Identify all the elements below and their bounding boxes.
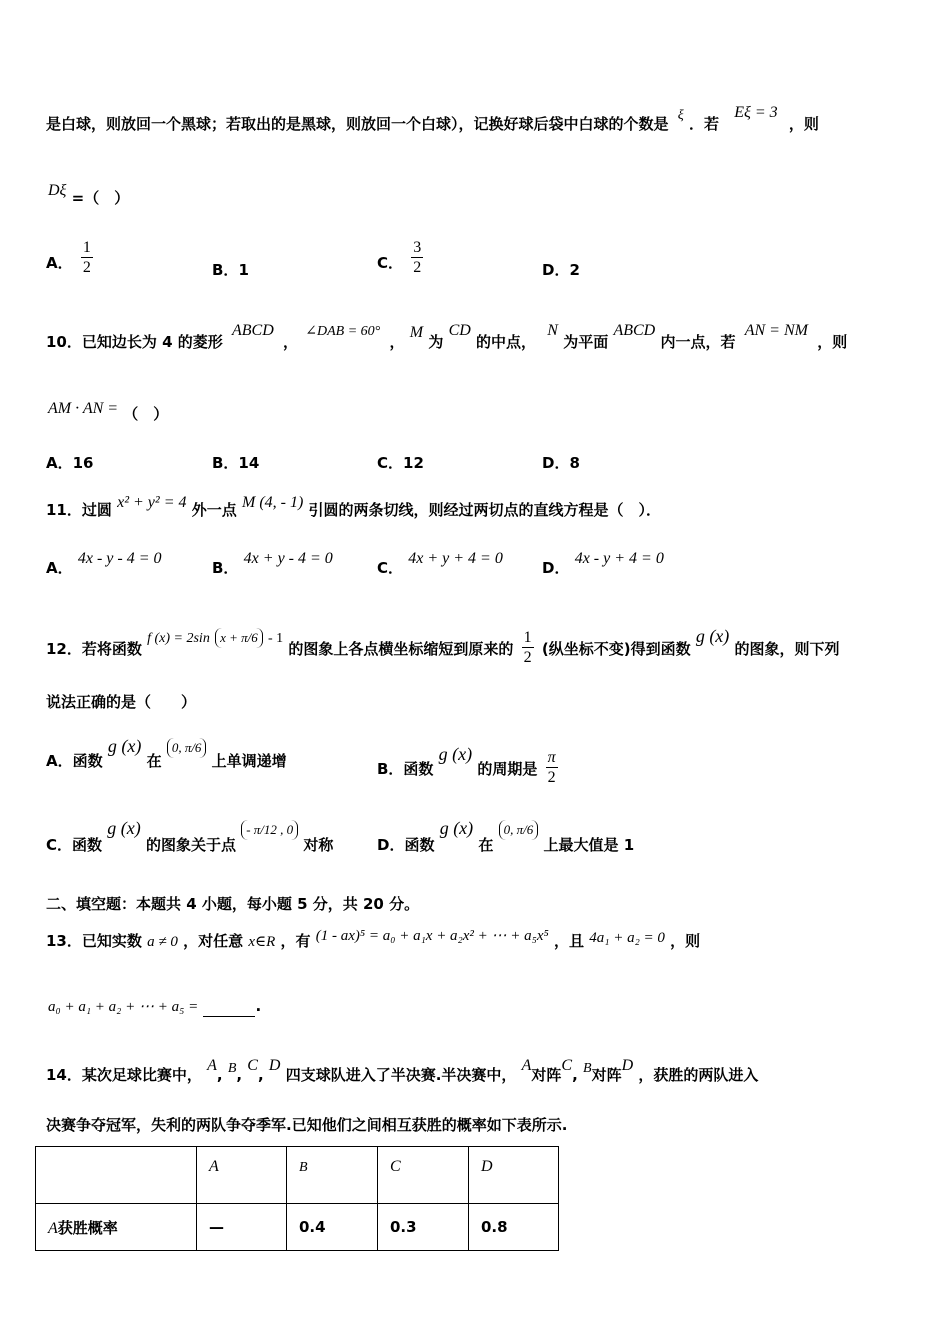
q12-option-a: A．函数 g (x) 在 0, π/6 上单调递增	[46, 736, 287, 770]
q9-eq: =（ ）	[71, 189, 130, 207]
table-cell: 0.8	[469, 1204, 559, 1251]
q12-function: f (x) = 2sin	[147, 631, 210, 646]
table-cell: 0.4	[287, 1204, 378, 1251]
probability-table	[35, 1146, 559, 1251]
table-row	[36, 1204, 559, 1251]
q13-answer-blank[interactable]	[203, 1000, 255, 1017]
q11-option-c: C． 4x + y + 4 = 0	[377, 550, 503, 577]
q9-option-d: D．2	[542, 261, 580, 279]
q12-option-d: D．函数 g (x) 在 0, π/6 上最大值是 1	[377, 818, 635, 854]
q11-option-d: D． 4x - y + 4 = 0	[542, 550, 664, 577]
q14-line2: 决赛争夺冠军，失利的两队争夺季军.已知他们之间相互获胜的概率如下表所示.	[46, 1116, 568, 1134]
q13-expansion: (1 - ax)⁵ = a₀ + a₁x + a₂x² + ⋯ + a₅x⁵	[315, 928, 549, 944]
q12-c-point: - π/12 , 0	[241, 820, 298, 840]
q13-line1: 13．已知实数 a ≠ 0 ，对任意 x∈R ，有 (1 - ax)⁵ = a₀ + a₁x + a₂x² + ⋯ + a₅x⁵ ，且 4a₁ + a₂ = 0 ，则	[46, 928, 701, 950]
q10-option-d: D．8	[542, 454, 580, 472]
q11-circle: x² + y² = 4	[117, 494, 187, 511]
q10-expression: AM · AN =	[48, 400, 119, 417]
q12-option-c: C．函数 g (x) 的图象关于点 - π/12 , 0 对称	[46, 818, 334, 854]
q9-xi: ξ	[677, 108, 684, 123]
q14-line1: 14．某次足球比赛中， A, B, C, D 四支球队进入了半决赛.半决赛中， A对阵C, B对阵D ，获胜的两队进入	[46, 1057, 759, 1084]
q10-option-b: B．14	[212, 454, 260, 472]
q12-line2: 说法正确的是（ ）	[46, 693, 197, 711]
q11-option-b: B． 4x + y - 4 = 0	[212, 550, 333, 577]
table-header-cell: A	[197, 1147, 287, 1204]
q9-a-fraction: $\frac{1}{2}$	[82, 239, 91, 276]
q12-line1: 12．若将函数 f (x) = 2sin x + π/6 - 1 的图象上各点横坐标缩短到原来的 $\frac{1}{2}$ (纵坐标不变)得到函数 g (x) 的图象，则下列	[46, 626, 840, 666]
q12-b-period: $\frac{\pi}{2}$	[547, 749, 556, 786]
q13-sum: a₀ + a₁ + a₂ + ⋯ + a₅ =	[48, 999, 199, 1015]
q12-half: $\frac{1}{2}$	[523, 629, 532, 666]
q10-line1: 10．已知边长为 4 的菱形 ABCD ， ∠DAB = 60° ， M 为 CD 的中点， N 为平面 ABCD 内一点，若 AN = NM ，则	[46, 322, 848, 351]
table-header-cell: D	[469, 1147, 559, 1204]
q9-condition: Eξ = 3	[734, 104, 778, 121]
section-2-title: 二、填空题：本题共 4 小题，每小题 5 分，共 20 分。	[46, 895, 420, 913]
q9-line2	[48, 182, 130, 209]
q9-ruo: ．若	[688, 115, 719, 133]
q13-line2: a₀ + a₁ + a₂ + ⋯ + a₅ = .	[48, 997, 262, 1015]
table-header-cell: C	[378, 1147, 469, 1204]
table-cell: —	[197, 1204, 287, 1251]
q9-c-fraction: $\frac{3}{2}$	[413, 239, 422, 276]
q9-text: 是白球，则放回一个黑球；若取出的是黑球，则放回一个白球），记换好球后袋中白球的个数是	[46, 115, 669, 133]
q11-point: M (4, - 1)	[241, 494, 304, 511]
q12-a-interval: 0, π/6	[167, 738, 207, 758]
table-header-cell: B	[287, 1147, 378, 1204]
table-cell: 0.3	[378, 1204, 469, 1251]
q11-line1: 11．过圆 x² + y² = 4 外一点 M (4, - 1) 引圆的两条切线，则经过两切点的直线方程是（ ）．	[46, 494, 662, 519]
table-row-label: A获胜概率	[36, 1204, 197, 1251]
q12-d-interval: 0, π/6	[499, 820, 539, 840]
q9-option-a: A． $\frac{1}{2}$	[46, 239, 91, 276]
q12-option-b: B．函数 g (x) 的周期是 $\frac{\pi}{2}$	[377, 744, 556, 786]
q10-line2: AM · AN = （ ）	[48, 400, 169, 423]
q10-option-a: A．16	[46, 454, 94, 472]
q9-line1	[46, 104, 819, 136]
q9-option-c: C． $\frac{3}{2}$	[377, 239, 422, 276]
q10-option-c: C．12	[377, 454, 424, 472]
q12-inner: x + π/6	[215, 628, 263, 648]
q9-dxi: Dξ	[48, 182, 67, 199]
q9-option-b: B．1	[212, 261, 249, 279]
table-header-row	[36, 1147, 559, 1204]
q9-ze: ，则	[788, 115, 819, 133]
q11-option-a: A． 4x - y - 4 = 0	[46, 550, 162, 577]
table-header-cell	[36, 1147, 197, 1204]
